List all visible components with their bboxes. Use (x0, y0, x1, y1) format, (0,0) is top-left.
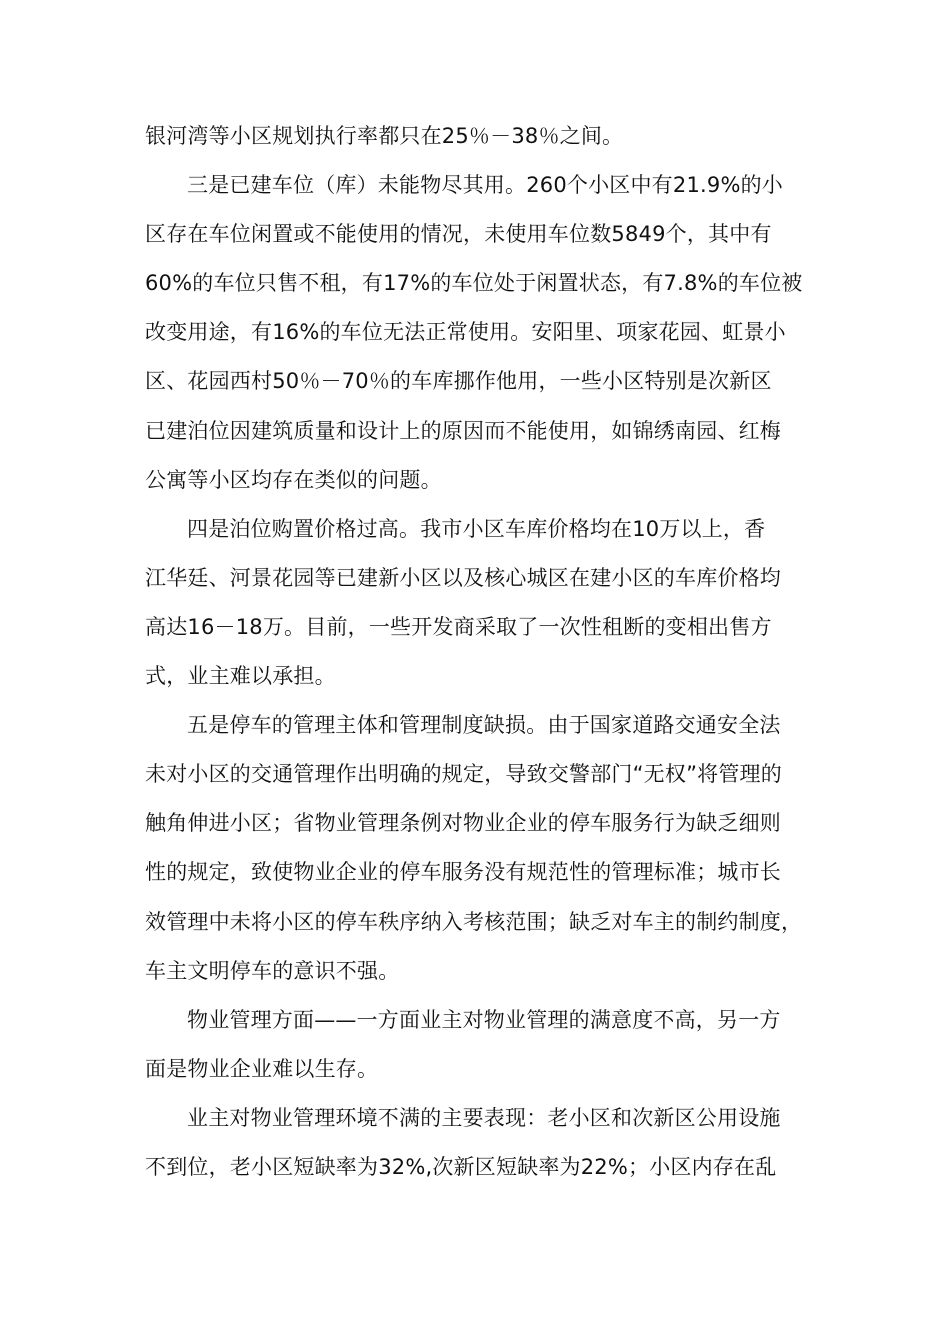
text-line: 60%的车位只售不租，有17%的车位处于闲置状态，有7.8%的车位被 (145, 271, 803, 296)
text-line: 触角伸进小区；省物业管理条例对物业企业的停车服务行为缺乏细则 (145, 811, 781, 836)
body-text (145, 112, 817, 1192)
text-line: 未对小区的交通管理作出明确的规定，导致交警部门“无权”将管理的 (145, 762, 782, 787)
text-line: 区存在车位闲置或不能使用的情况，未使用车位数5849个，其中有 (145, 222, 772, 247)
text-line: 车主文明停车的意识不强。 (145, 958, 400, 983)
text-line: 不到位，老小区短缺率为32%,次新区短缺率为22%；小区内存在乱 (145, 1154, 777, 1179)
text-line: 效管理中未将小区的停车秩序纳入考核范围；缺乏对车主的制约制度， (145, 909, 803, 934)
text-line: 高达16－18万。目前，一些开发商采取了一次性租断的变相出售方 (145, 614, 772, 639)
text-line: 公寓等小区均存在类似的问题。 (145, 467, 442, 492)
text-line: 式，业主难以承担。 (145, 664, 336, 689)
text-line: 银河湾等小区规划执行率都只在25％－38％之间。 (145, 124, 624, 148)
text-line: 江华廷、河景花园等已建新小区以及核心城区在建小区的车库价格均 (145, 565, 781, 590)
text-line: 面是物业企业难以生存。 (145, 1056, 379, 1081)
text-line: 改变用途，有16%的车位无法正常使用。安阳里、项家花园、虹景小 (145, 320, 786, 345)
paragraph-start-line: 四是泊位购置价格过高。我市小区车库价格均在10万以上，香 (187, 516, 766, 541)
text-line: 性的规定，致使物业企业的停车服务没有规范性的管理标准；城市长 (145, 860, 781, 885)
text-line: 已建泊位因建筑质量和设计上的原因而不能使用，如锦绣南园、红梅 (145, 418, 781, 443)
paragraph-start-line: 五是停车的管理主体和管理制度缺损。由于国家道路交通安全法 (187, 713, 781, 738)
paragraph-start-line: 三是已建车位（库）未能物尽其用。260个小区中有21.9%的小 (187, 173, 783, 198)
paragraph-start-line: 业主对物业管理环境不满的主要表现：老小区和次新区公用设施 (187, 1105, 781, 1130)
paragraph-start-line: 物业管理方面——一方面业主对物业管理的满意度不高，另一方 (187, 1007, 781, 1032)
text-line: 区、花园西村50％－70％的车库挪作他用，一些小区特别是次新区 (145, 369, 772, 394)
